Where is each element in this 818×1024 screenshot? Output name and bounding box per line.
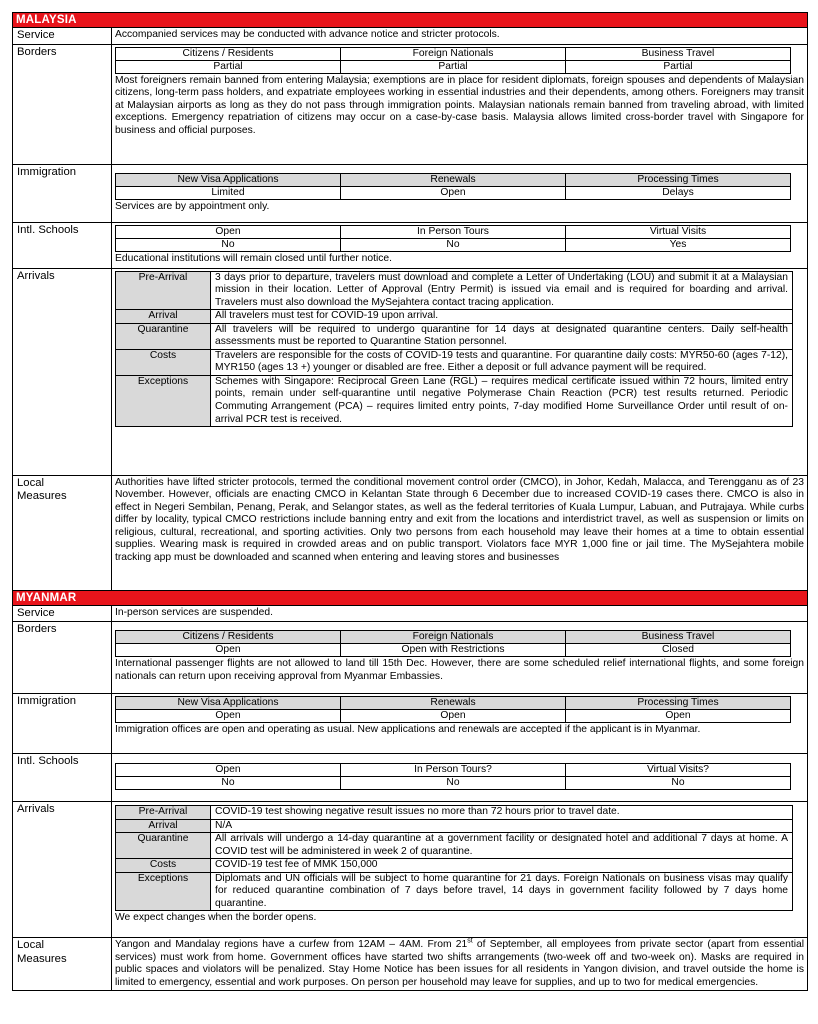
- arrivals-item: [116, 859, 792, 873]
- arrivals-key: Quarantine: [116, 324, 211, 349]
- row-label: Measures: [17, 952, 67, 965]
- table-header: Processing Times: [566, 697, 791, 710]
- schools-text: Educational institutions will remain closed until further notice.: [115, 252, 393, 264]
- local-measures-text: Authorities have lifted stricter protocols, termed the conditional movement control order (CMCO), in Johor, Kedah, Malacca, and Terengganu as of 23 November. However, officials are enacting CMCO in Kelantan State through 6 December due to increased COVID-19 cases there. CMCO is also in effect in Negeri Sembilan, Penang, Perak, and Selangor states, as well as the federal territories of Kuala Lumpur, Labuan, and Putrajaya. While curbs differ by locality, typical CMCO restrictions include banning entry and exit from the locations and interdistrict travel, as well as suspension or limits on religious, cultural, recreational, and sporting activities. Only two persons from each household may leave their homes at a time to obtain essential supplies. Wearing mask is required in crowded areas and on public transport. Violators face MYR 1,000 fine or jail time. The MySejahtera mobile tracking app must be downloaded and scanned when entering and leaving stores and businesses: [115, 476, 804, 563]
- borders-text: Most foreigners remain banned from entering Malaysia; exemptions are in place for resident diplomats, foreign spouses and dependents of Malaysian citizens, long-term pass holders, and expatriate employees working in essential industries and their dependents, among others. Foreigners may transit at Malaysian airports as long as they do not pass through immigration points. Malaysian nationals remain banned from traveling abroad, with limited exceptions. Emergency repatriation of citizens may occur on a case-by-case basis. Malaysia allows limited cross-border travel with Singapore for business and official purposes.: [115, 74, 804, 136]
- table-cell: Closed: [566, 644, 791, 657]
- schools-table: [115, 225, 791, 252]
- arrivals-row: [13, 269, 807, 476]
- arrivals-table: [115, 271, 793, 428]
- table-header: New Visa Applications: [116, 173, 341, 186]
- row-label: Borders: [13, 45, 112, 164]
- immigration-table: [115, 696, 791, 723]
- borders-table: [115, 47, 791, 74]
- arrivals-key: Costs: [116, 350, 211, 375]
- table-header: Business Travel: [566, 631, 791, 644]
- arrivals-value: Diplomats and UN officials will be subject to home quarantine for 21 days. Foreign Nationals on business visas may qualify for reduced quarantine combination of 7 days before travel, 14 days in government facility followed by 7 days home quarantine.: [215, 872, 788, 909]
- service-text: Accompanied services may be conducted with advance notice and stricter protocols.: [115, 29, 500, 40]
- arrivals-key: Quarantine: [116, 833, 211, 858]
- arrivals-key: Exceptions: [116, 873, 211, 911]
- table-header: New Visa Applications: [116, 697, 341, 710]
- table-cell: Delays: [566, 186, 791, 199]
- service-row: [13, 606, 807, 623]
- arrivals-value: COVID-19 test fee of MMK 150,000: [215, 859, 378, 871]
- table-header: Citizens / Residents: [116, 47, 341, 60]
- arrivals-key: Pre-Arrival: [116, 272, 211, 310]
- arrivals-item: [116, 272, 792, 311]
- borders-row: [13, 45, 807, 165]
- row-label: Arrivals: [13, 269, 112, 475]
- table-cell: Open: [566, 710, 791, 723]
- table-cell: Yes: [566, 238, 791, 251]
- arrivals-item: [116, 806, 792, 820]
- row-label: Local: [17, 939, 45, 952]
- row-label: Measures: [17, 490, 67, 503]
- arrivals-row: [13, 802, 807, 938]
- table-header: In Person Tours?: [341, 764, 566, 777]
- table-header: In Person Tours: [341, 225, 566, 238]
- schools-row: [13, 223, 807, 269]
- table-cell: No: [341, 238, 566, 251]
- row-label: Borders: [13, 622, 112, 693]
- arrivals-value: All travelers will be required to undergo quarantine for 14 days at designated quarantine centers. Daily self-health assessments must be reported to Quarantine Station personnel.: [215, 323, 788, 348]
- row-label: Service: [13, 28, 112, 44]
- table-cell: Partial: [341, 60, 566, 73]
- table-cell: Limited: [116, 186, 341, 199]
- table-cell: Partial: [566, 60, 791, 73]
- table-cell: Open: [341, 710, 566, 723]
- country-header-malaysia: MALAYSIA: [13, 13, 807, 28]
- table-header: Virtual Visits?: [566, 764, 791, 777]
- arrivals-value: COVID-19 test showing negative result issues no more than 72 hours prior to travel date.: [215, 806, 620, 818]
- arrivals-item: [116, 310, 792, 324]
- arrivals-key: Exceptions: [116, 376, 211, 426]
- immigration-text: Services are by appointment only.: [115, 200, 270, 212]
- table-cell: No: [116, 777, 341, 790]
- local-measures-row: [13, 476, 807, 591]
- local-measures-row: [13, 938, 807, 990]
- immigration-table: [115, 173, 791, 200]
- table-header: Foreign Nationals: [341, 631, 566, 644]
- row-label: Local: [17, 476, 45, 489]
- service-row: [13, 28, 807, 45]
- borders-row: [13, 622, 807, 694]
- table-cell: No: [566, 777, 791, 790]
- table-cell: Open with Restrictions: [341, 644, 566, 657]
- table-header: Renewals: [341, 697, 566, 710]
- table-header: Open: [116, 225, 341, 238]
- table-cell: No: [116, 238, 341, 251]
- arrivals-value: Travelers are responsible for the costs of COVID-19 tests and quarantine. For quarantine daily costs: MYR50-60 (ages 7-12), MYR150 (ages 13 +) younger or disabled are free. Either a deposit or full advance payment will be required.: [215, 349, 788, 374]
- arrivals-value: All arrivals will undergo a 14-day quarantine at a government facility or designated hotel and additional 7 days at home. A COVID test will be administered in week 2 of quarantine.: [215, 833, 788, 857]
- table-header: Open: [116, 764, 341, 777]
- arrivals-item: [116, 820, 792, 834]
- arrivals-value: 3 days prior to departure, travelers must download and complete a Letter of Undertaking (LOU) and submit it at a Malaysian mission in their location. Letter of Approval (Entry Permit) is issued via email and is required for boarding and arrival. Travelers must also download the MySejahtera contact tracing application.: [215, 271, 788, 308]
- schools-table: [115, 763, 791, 790]
- row-label: Service: [13, 606, 112, 622]
- borders-text: International passenger flights are not allowed to land till 15th Dec. However, there are some scheduled relief international flights, and some foreign nationals can return upon receiving approval from Myanmar Embassies.: [115, 658, 804, 682]
- table-cell: Open: [116, 644, 341, 657]
- arrivals-key: Arrival: [116, 820, 211, 833]
- schools-row: [13, 754, 807, 802]
- table-cell: Partial: [116, 60, 341, 73]
- immigration-row: [13, 694, 807, 754]
- arrivals-value: N/A: [215, 819, 233, 831]
- table-cell: Open: [116, 710, 341, 723]
- table-header: Renewals: [341, 173, 566, 186]
- row-label: Intl. Schools: [13, 223, 112, 268]
- arrivals-table: [115, 805, 793, 911]
- local-measures-text: Yangon and Mandalay regions have a curfew from 12AM – 4AM. From 21st of September, all employees from private sector (apart from essential services) must work from home. Government offices have started two shifts arrangements (two-week off and two-week on). Masks are required in public spaces and violators will be penalized. Stay Home Notice has been issues for all residents in Yangon division, and travel outside the home is limited to emergency, essential and work purposes. On person per household may leave for supplies, and up to two for medical emergencies.: [115, 937, 804, 988]
- arrivals-note: We expect changes when the border opens.: [115, 912, 317, 924]
- row-label: Intl. Schools: [13, 754, 112, 801]
- row-label: Immigration: [13, 694, 112, 753]
- borders-table: [115, 630, 791, 657]
- arrivals-key: Pre-Arrival: [116, 806, 211, 819]
- arrivals-item: [116, 376, 792, 426]
- table-cell: Open: [341, 186, 566, 199]
- arrivals-item: [116, 873, 792, 911]
- immigration-row: [13, 165, 807, 223]
- row-label: Arrivals: [13, 802, 112, 937]
- immigration-text: Immigration offices are open and operating as usual. New applications and renewals are accepted if the applicant is in Myanmar.: [115, 724, 701, 736]
- row-label: Immigration: [13, 165, 112, 222]
- arrivals-item: [116, 324, 792, 350]
- table-header: Citizens / Residents: [116, 631, 341, 644]
- arrivals-key: Costs: [116, 859, 211, 872]
- arrivals-item: [116, 350, 792, 376]
- service-text: In-person services are suspended.: [115, 606, 273, 618]
- country-header-myanmar: MYANMAR: [13, 591, 807, 606]
- arrivals-value: All travelers must test for COVID-19 upon arrival.: [215, 310, 439, 322]
- table-header: Processing Times: [566, 173, 791, 186]
- table-cell: No: [341, 777, 566, 790]
- table-header: Foreign Nationals: [341, 47, 566, 60]
- arrivals-item: [116, 833, 792, 859]
- table-header: Business Travel: [566, 47, 791, 60]
- table-header: Virtual Visits: [566, 225, 791, 238]
- arrivals-value: Schemes with Singapore: Reciprocal Green Lane (RGL) – requires medical certificate issued within 72 hours, limited entry points, remain under self-quarantine until negative Polymerase Chain Reaction (PCR) test results returned. Periodic Commuting Arrangement (PCA) – requires limited entry points, 7-day modified Home Surveillance Order until result of on-arrival PCR test is received.: [215, 375, 788, 425]
- arrivals-key: Arrival: [116, 310, 211, 323]
- country-travel-report: [12, 12, 808, 991]
